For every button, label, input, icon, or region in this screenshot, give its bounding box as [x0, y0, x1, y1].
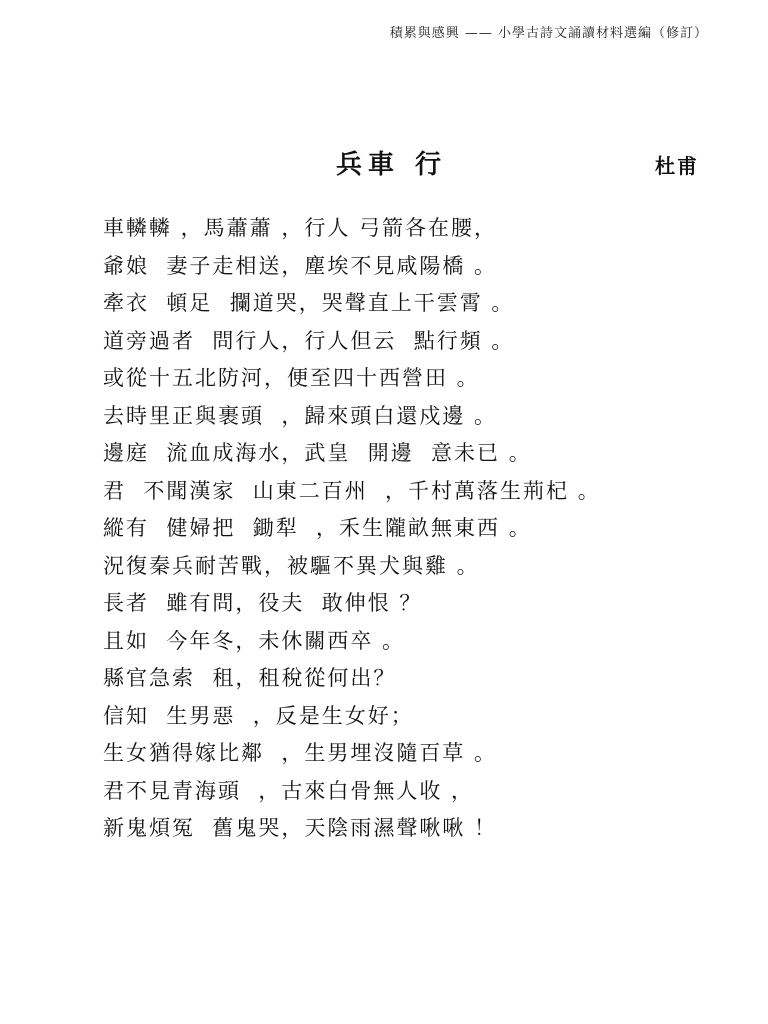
poem-line: 道旁過者 問行人，行人但云 點行頻 。	[103, 328, 515, 353]
poem-line: 信知 生男惡 ，反是生女好；	[103, 703, 414, 728]
poem-line: 縱有 健婦把 鋤犁 ，禾生隴畝無東西 。	[103, 516, 532, 540]
poem-title: 兵車 行	[336, 150, 448, 180]
poem-line: 況復秦兵耐苦戰，被驅不異犬與雞 。	[103, 553, 480, 578]
poem-line: 爺娘 妻子走相送，塵埃不見咸陽橋 。	[103, 253, 498, 278]
poem-line: 新鬼煩冤 舊鬼哭，天陰雨濕聲啾啾 ！	[103, 816, 498, 840]
poem-line: 且如 今年冬，未休關西卒 。	[103, 628, 406, 653]
poem-line: 牽衣 頓足 攔道哭，哭聲直上干雲霄 。	[103, 291, 515, 315]
poem-line: 君 不聞漢家 山東二百州 ，千村萬落生荊杞 。	[103, 478, 601, 503]
poem-line: 縣官急索 租，租稅從何出？	[103, 666, 397, 690]
poem-line: 車轔轔 ，馬蕭蕭 ，行人 弓箭各在腰，	[103, 216, 498, 240]
poem-line: 邊庭 流血成海水，武皇 開邊 意未已 。	[103, 441, 532, 465]
poem-line: 君不見青海頭 ，古來白骨無人收 ，	[103, 778, 475, 803]
poem-author: 杜甫	[655, 154, 699, 178]
poem-line: 長者 雖有問，役夫 敢伸恨 ？	[103, 591, 423, 615]
poem-body	[103, 210, 743, 848]
poem-line: 或從十五北防河，便至四十西營田 。	[103, 366, 480, 390]
poem-line: 生女猶得嫁比鄰 ，生男埋沒隨百草 。	[103, 741, 498, 765]
poem-line: 去時里正與裹頭 ，歸來頭白還戍邊 。	[103, 403, 498, 428]
running-header: 積累與感興 —— 小學古詩文誦讀材料選編（修訂）	[389, 26, 708, 41]
